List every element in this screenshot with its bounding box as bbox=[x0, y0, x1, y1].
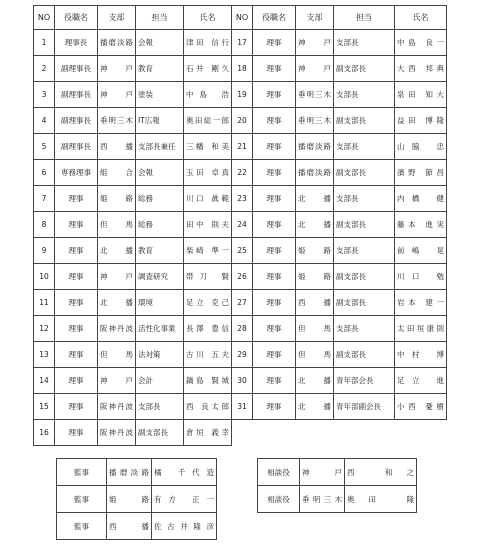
table-row bbox=[34, 134, 447, 160]
branch-cell: 垂明三木 bbox=[296, 82, 334, 108]
branch-cell: 神 戸 bbox=[98, 368, 136, 394]
role-cell: 相談役 bbox=[258, 459, 300, 486]
role-cell: 副理事長 bbox=[55, 56, 98, 82]
role-cell: 理事 bbox=[253, 56, 296, 82]
row-number: 27 bbox=[232, 290, 253, 316]
name-cell: 西 和之 bbox=[345, 459, 417, 486]
branch-cell: 北 播 bbox=[98, 290, 136, 316]
branch-cell: 垂明三木 bbox=[300, 486, 345, 513]
role-cell: 相談役 bbox=[258, 486, 300, 513]
branch-cell: 垂明三木 bbox=[98, 108, 136, 134]
header-no: NO bbox=[34, 6, 55, 30]
row-number: 29 bbox=[232, 342, 253, 368]
branch-cell: 播磨淡路 bbox=[296, 134, 334, 160]
name-cell: 山脇 忠 bbox=[395, 134, 447, 160]
row-number: 20 bbox=[232, 108, 253, 134]
row-number: 8 bbox=[34, 212, 55, 238]
role-cell: 理事 bbox=[55, 394, 98, 420]
table-row bbox=[57, 459, 217, 486]
row-number: 6 bbox=[34, 160, 55, 186]
role-cell: 理事 bbox=[253, 342, 296, 368]
header-duty: 担当 bbox=[334, 6, 395, 30]
name-cell: 奥田 隆 bbox=[345, 486, 417, 513]
role-cell: 理事 bbox=[253, 108, 296, 134]
duty-cell: 支部長兼任 bbox=[136, 134, 184, 160]
duty-cell: 総務 bbox=[136, 212, 184, 238]
branch-cell: 組 合 bbox=[98, 160, 136, 186]
name-cell: 足立 進 bbox=[395, 368, 447, 394]
name-cell: 太田垣康則 bbox=[395, 316, 447, 342]
table-row bbox=[34, 82, 447, 108]
duty-cell: 支部長 bbox=[334, 30, 395, 56]
name-cell: 大西 邦典 bbox=[395, 56, 447, 82]
role-cell: 理事 bbox=[55, 368, 98, 394]
name-cell: 帯刀 賢 bbox=[184, 264, 232, 290]
duty-cell: 青年部副会長 bbox=[334, 394, 395, 420]
branch-cell: 阪神丹波 bbox=[98, 420, 136, 446]
name-cell: 玉田 卓真 bbox=[184, 160, 232, 186]
branch-cell: 播磨淡路 bbox=[107, 459, 152, 486]
name-cell: 中島 浩 bbox=[184, 82, 232, 108]
empty-cell bbox=[296, 420, 334, 446]
role-cell: 監事 bbox=[57, 513, 107, 540]
table-header-row bbox=[34, 6, 447, 30]
branch-cell: 北 播 bbox=[296, 394, 334, 420]
name-cell: 足立 克己 bbox=[184, 290, 232, 316]
table-row bbox=[34, 56, 447, 82]
table-row bbox=[34, 316, 447, 342]
duty-cell: 環境 bbox=[136, 290, 184, 316]
role-cell: 理事 bbox=[253, 82, 296, 108]
branch-cell: 北 播 bbox=[296, 186, 334, 212]
officer-table-body bbox=[34, 30, 447, 446]
header-no: NO bbox=[232, 6, 253, 30]
header-branch: 支部 bbox=[296, 6, 334, 30]
row-number: 25 bbox=[232, 238, 253, 264]
officer-table bbox=[33, 5, 447, 446]
branch-cell: 北 播 bbox=[98, 238, 136, 264]
name-cell: 佐古井隆彦 bbox=[152, 513, 217, 540]
row-number: 11 bbox=[34, 290, 55, 316]
duty-cell: 総務 bbox=[136, 186, 184, 212]
role-cell: 理事 bbox=[253, 264, 296, 290]
table-row bbox=[34, 420, 447, 446]
branch-cell: 但 馬 bbox=[296, 342, 334, 368]
role-cell: 理事 bbox=[253, 30, 296, 56]
table-row bbox=[34, 212, 447, 238]
duty-cell: 活性化事業 bbox=[136, 316, 184, 342]
name-cell: 益田 博隆 bbox=[395, 108, 447, 134]
table-row bbox=[34, 160, 447, 186]
header-name: 氏名 bbox=[395, 6, 447, 30]
table-row bbox=[258, 486, 417, 513]
role-cell: 理事 bbox=[55, 342, 98, 368]
empty-cell bbox=[395, 420, 447, 446]
branch-cell: 播磨淡路 bbox=[296, 160, 334, 186]
role-cell: 理事長 bbox=[55, 30, 98, 56]
row-number: 10 bbox=[34, 264, 55, 290]
duty-cell: 支部長 bbox=[136, 394, 184, 420]
row-number: 1 bbox=[34, 30, 55, 56]
duty-cell: 会計 bbox=[136, 368, 184, 394]
name-cell: 鍋島 賢城 bbox=[184, 368, 232, 394]
branch-cell: 神 戸 bbox=[296, 30, 334, 56]
table-row bbox=[34, 394, 447, 420]
auditor-table-body bbox=[57, 459, 217, 540]
branch-cell: 北 播 bbox=[296, 212, 334, 238]
name-cell: 前嶋 晃 bbox=[395, 238, 447, 264]
row-number: 2 bbox=[34, 56, 55, 82]
name-cell: 津田 信行 bbox=[184, 30, 232, 56]
branch-cell: 但 馬 bbox=[98, 212, 136, 238]
branch-cell: 姫 路 bbox=[296, 238, 334, 264]
name-cell: 中村 博 bbox=[395, 342, 447, 368]
duty-cell: 塗装 bbox=[136, 82, 184, 108]
branch-cell: 但 馬 bbox=[296, 316, 334, 342]
name-cell: 内橋 健 bbox=[395, 186, 447, 212]
table-row bbox=[57, 486, 217, 513]
role-cell: 理事 bbox=[55, 290, 98, 316]
row-number: 21 bbox=[232, 134, 253, 160]
role-cell: 副理事長 bbox=[55, 134, 98, 160]
role-cell: 理事 bbox=[253, 186, 296, 212]
table-row bbox=[57, 513, 217, 540]
duty-cell: 副支部長 bbox=[334, 290, 395, 316]
name-cell: 橘 千代造 bbox=[152, 459, 217, 486]
row-number: 9 bbox=[34, 238, 55, 264]
name-cell: 古川 五夫 bbox=[184, 342, 232, 368]
name-cell: 有方 正一 bbox=[152, 486, 217, 513]
name-cell: 藤本 進実 bbox=[395, 212, 447, 238]
name-cell: 長澤 豊信 bbox=[184, 316, 232, 342]
branch-cell: 神 戸 bbox=[98, 264, 136, 290]
duty-cell: 副支部長 bbox=[334, 108, 395, 134]
branch-cell: 姫 路 bbox=[296, 264, 334, 290]
header-role: 役職名 bbox=[55, 6, 98, 30]
duty-cell: IT広報 bbox=[136, 108, 184, 134]
row-number: 23 bbox=[232, 186, 253, 212]
role-cell: 理事 bbox=[253, 160, 296, 186]
counselor-table-body bbox=[258, 459, 417, 513]
header-role: 役職名 bbox=[253, 6, 296, 30]
duty-cell: 青年部会長 bbox=[334, 368, 395, 394]
counselor-table bbox=[257, 458, 417, 513]
branch-cell: 神 戸 bbox=[296, 56, 334, 82]
table-row bbox=[34, 186, 447, 212]
role-cell: 理事 bbox=[253, 316, 296, 342]
row-number: 7 bbox=[34, 186, 55, 212]
duty-cell: 副支部長 bbox=[334, 160, 395, 186]
row-number: 19 bbox=[232, 82, 253, 108]
branch-cell: 西 播 bbox=[98, 134, 136, 160]
duty-cell: 支部長 bbox=[334, 238, 395, 264]
branch-cell: 姫 路 bbox=[98, 186, 136, 212]
empty-cell bbox=[232, 420, 253, 446]
row-number: 4 bbox=[34, 108, 55, 134]
table-row bbox=[34, 108, 447, 134]
duty-cell: 会報 bbox=[136, 160, 184, 186]
row-number: 24 bbox=[232, 212, 253, 238]
branch-cell: 姫 路 bbox=[107, 486, 152, 513]
name-cell: 奥田総一郎 bbox=[184, 108, 232, 134]
branch-cell: 阪神丹波 bbox=[98, 394, 136, 420]
table-row bbox=[34, 264, 447, 290]
role-cell: 理事 bbox=[253, 368, 296, 394]
empty-cell bbox=[334, 420, 395, 446]
name-cell: 川口 勉 bbox=[395, 264, 447, 290]
duty-cell: 支部長 bbox=[334, 316, 395, 342]
duty-cell: 教育 bbox=[136, 238, 184, 264]
table-row bbox=[258, 459, 417, 486]
role-cell: 理事 bbox=[253, 290, 296, 316]
branch-cell: 西 播 bbox=[107, 513, 152, 540]
table-row bbox=[34, 342, 447, 368]
branch-cell: 西 播 bbox=[296, 290, 334, 316]
name-cell: 中島 良一 bbox=[395, 30, 447, 56]
role-cell: 理事 bbox=[55, 238, 98, 264]
duty-cell: 調査研究 bbox=[136, 264, 184, 290]
name-cell: 小西 憂樹 bbox=[395, 394, 447, 420]
row-number: 26 bbox=[232, 264, 253, 290]
role-cell: 理事 bbox=[253, 134, 296, 160]
duty-cell: 副支部長 bbox=[334, 212, 395, 238]
role-cell: 理事 bbox=[55, 186, 98, 212]
name-cell: 三幡 和美 bbox=[184, 134, 232, 160]
duty-cell: 副支部長 bbox=[334, 56, 395, 82]
branch-cell: 阪神丹波 bbox=[98, 316, 136, 342]
role-cell: 副理事長 bbox=[55, 108, 98, 134]
table-row bbox=[34, 30, 447, 56]
name-cell: 倉垣 義幸 bbox=[184, 420, 232, 446]
name-cell: 岩本 建一 bbox=[395, 290, 447, 316]
duty-cell: 法対策 bbox=[136, 342, 184, 368]
row-number: 15 bbox=[34, 394, 55, 420]
duty-cell: 支部長 bbox=[334, 82, 395, 108]
duty-cell: 会報 bbox=[136, 30, 184, 56]
name-cell: 柴崎 準一 bbox=[184, 238, 232, 264]
role-cell: 理事 bbox=[55, 420, 98, 446]
branch-cell: 神 戸 bbox=[98, 82, 136, 108]
name-cell: 西 良太郎 bbox=[184, 394, 232, 420]
branch-cell: 播磨淡路 bbox=[98, 30, 136, 56]
table-row bbox=[34, 290, 447, 316]
name-cell: 田中 則夫 bbox=[184, 212, 232, 238]
branch-cell: 神 戸 bbox=[300, 459, 345, 486]
row-number: 31 bbox=[232, 394, 253, 420]
duty-cell: 支部長 bbox=[334, 186, 395, 212]
duty-cell: 副支部長 bbox=[334, 342, 395, 368]
duty-cell: 副支部長 bbox=[136, 420, 184, 446]
header-name: 氏名 bbox=[184, 6, 232, 30]
role-cell: 理事 bbox=[253, 238, 296, 264]
auditor-table bbox=[56, 458, 217, 540]
role-cell: 理事 bbox=[55, 212, 98, 238]
row-number: 17 bbox=[232, 30, 253, 56]
branch-cell: 但 馬 bbox=[98, 342, 136, 368]
role-cell: 理事 bbox=[253, 212, 296, 238]
role-cell: 監事 bbox=[57, 486, 107, 513]
row-number: 16 bbox=[34, 420, 55, 446]
role-cell: 副理事長 bbox=[55, 82, 98, 108]
duty-cell: 教育 bbox=[136, 56, 184, 82]
row-number: 30 bbox=[232, 368, 253, 394]
row-number: 22 bbox=[232, 160, 253, 186]
name-cell: 川口 眞範 bbox=[184, 186, 232, 212]
branch-cell: 北 播 bbox=[296, 368, 334, 394]
empty-cell bbox=[253, 420, 296, 446]
role-cell: 専務理事 bbox=[55, 160, 98, 186]
name-cell: 濱野 節昌 bbox=[395, 160, 447, 186]
row-number: 12 bbox=[34, 316, 55, 342]
table-row bbox=[34, 238, 447, 264]
duty-cell: 副支部長 bbox=[334, 264, 395, 290]
row-number: 3 bbox=[34, 82, 55, 108]
table-row bbox=[34, 368, 447, 394]
role-cell: 監事 bbox=[57, 459, 107, 486]
name-cell: 泉田 知大 bbox=[395, 82, 447, 108]
row-number: 28 bbox=[232, 316, 253, 342]
duty-cell: 支部長 bbox=[334, 134, 395, 160]
row-number: 13 bbox=[34, 342, 55, 368]
branch-cell: 垂明三木 bbox=[296, 108, 334, 134]
branch-cell: 神 戸 bbox=[98, 56, 136, 82]
header-branch: 支部 bbox=[98, 6, 136, 30]
role-cell: 理事 bbox=[55, 316, 98, 342]
row-number: 14 bbox=[34, 368, 55, 394]
name-cell: 石井 剛久 bbox=[184, 56, 232, 82]
header-duty: 担当 bbox=[136, 6, 184, 30]
role-cell: 理事 bbox=[253, 394, 296, 420]
row-number: 5 bbox=[34, 134, 55, 160]
row-number: 18 bbox=[232, 56, 253, 82]
role-cell: 理事 bbox=[55, 264, 98, 290]
